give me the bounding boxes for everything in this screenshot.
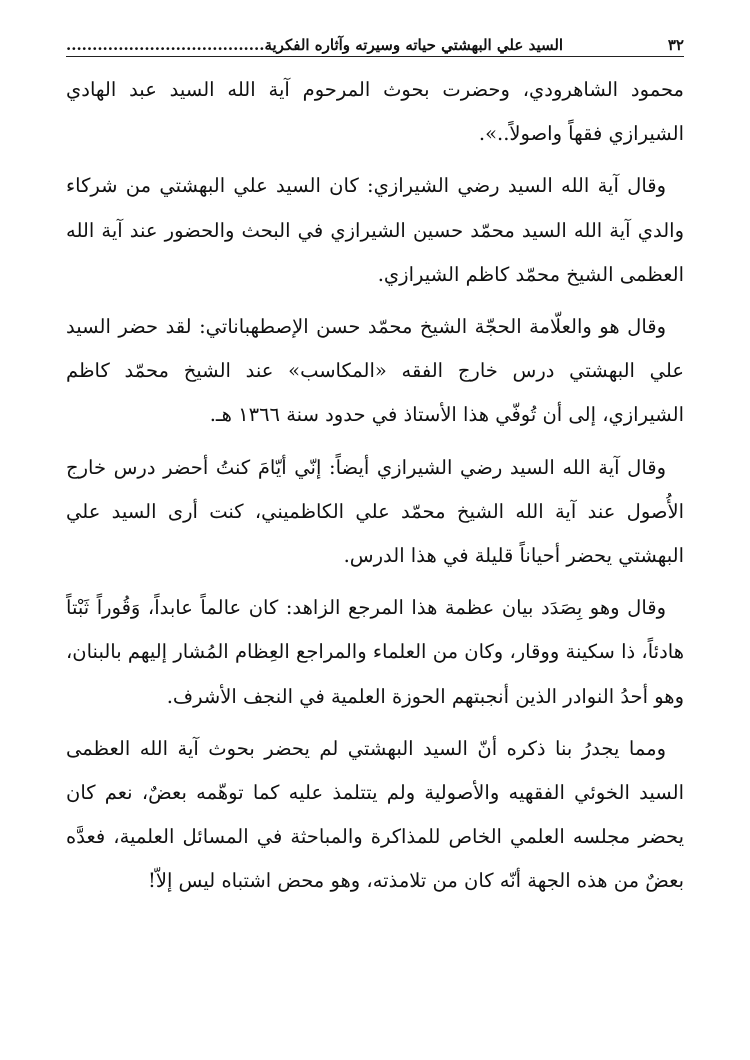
paragraph: وقال وهو بِصَدَد بيان عظمة هذا المرجع الزاهد: كان عالماً عابداً، وَقُوراً ثَبْتاً هادئاً، ذا سكينة ووقار، وكان من العلماء والمراجع العِظام المُشار إليهم بالبنان، وهو أحدُ النوادر الذين أنجبتهم الحوزة العلمية في النجف الأشرف.: [66, 596, 684, 708]
paragraph: وقال هو والعلّامة الحجّة الشيخ محمّد حسن الإصطهباناتي: لقد حضر السيد علي البهشتي درس خارج الفقه «المكاسب» عند الشيخ محمّد كاظم الشيرازي، إلى أن تُوفّي هذا الأستاذ في حدود سنة ١٣٦٦ هـ.: [66, 315, 684, 427]
paragraph: وقال آية الله السيد رضي الشيرازي: كان السيد علي البهشتي من شركاء والدي آية الله السيد محمّد حسين الشيرازي في البحث والحضور عند آية الله العظمى الشيخ محمّد كاظم الشيرازي.: [66, 174, 684, 286]
page-header: [66, 30, 684, 57]
paragraph-continuation: محمود الشاهرودي، وحضرت بحوث المرحوم آية الله السيد عبد الهادي الشيرازي فقهاً واصولاً..».: [66, 78, 684, 146]
paragraph: ومما يجدرُ بنا ذكره أنّ السيد البهشتي لم يحضر بحوث آية الله العظمى السيد الخوئي الفقهيه والأصولية ولم يتتلمذ عليه كما توهّمه بعضٌ، نعم كان يحضر مجلسه العلمي الخاص للمذاكرة والمباحثة في المسائل العلمية، فعدَّه بعضٌ من هذه الجهة أنّه كان من تلامذته، وهو محض اشتباه ليس إلاّ!: [66, 736, 684, 893]
page-number: ٣٢: [667, 36, 684, 54]
running-title: السيد علي البهشتي حياته وسيرته وآثاره الفكرية......................................: [66, 36, 564, 54]
paragraph: وقال آية الله السيد رضي الشيرازي أيضاً: إنّي أيّامَ كنتُ أحضر درس خارج الأُصول عند آية الله الشيخ محمّد علي الكاظميني، كنت أرى السيد علي البهشتي يحضر أحياناً قليلة في هذا الدرس.: [66, 455, 684, 568]
body-text: [66, 68, 684, 904]
